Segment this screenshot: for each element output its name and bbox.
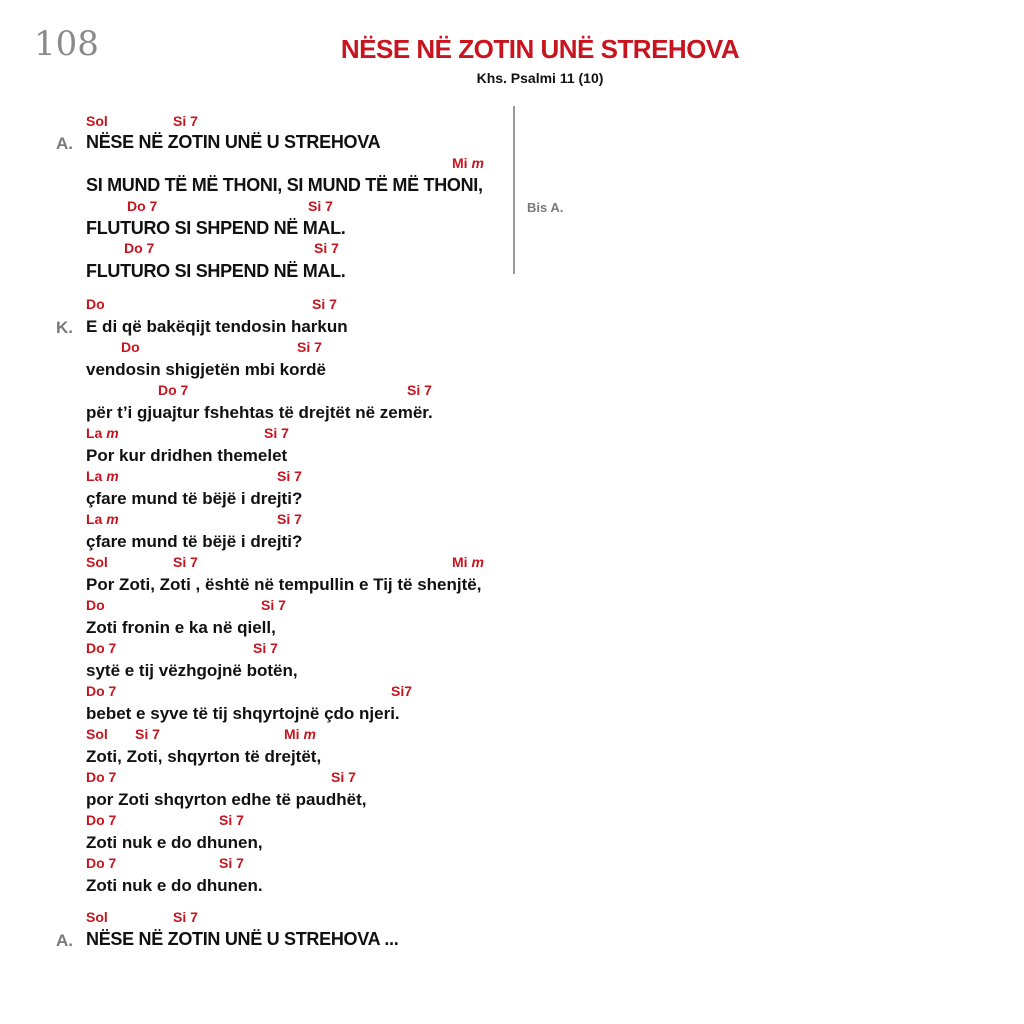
section-marker-a-return: A.	[56, 931, 73, 950]
bis-label: Bis A.	[527, 200, 564, 215]
repeat-bracket-line	[513, 106, 515, 274]
chord-label: Si7	[391, 683, 413, 699]
section-marker-k: K.	[56, 318, 73, 337]
chord-label: Sol	[86, 726, 108, 742]
song-subtitle: Khs. Psalmi 11 (10)	[476, 70, 604, 86]
chord-label: Si 7	[173, 113, 198, 129]
chord-label: Si 7	[277, 468, 302, 484]
chord-label: Do 7	[124, 240, 155, 256]
chord-label: Sol	[86, 554, 108, 570]
chord-label: Mi m	[452, 155, 484, 171]
chord-label: Do 7	[86, 769, 117, 785]
lyric-line: bebet e syve të tij shqyrtojnë çdo njeri.	[86, 704, 400, 723]
lyric-line: vendosin shigjetën mbi kordë	[86, 360, 326, 379]
lyric-line: por Zoti shqyrton edhe të paudhët,	[86, 790, 367, 809]
chord-label: Si 7	[173, 554, 198, 570]
lyric-line: E di që bakëqijt tendosin harkun	[86, 317, 348, 336]
section-marker-a: A.	[56, 134, 73, 153]
chord-label: Do 7	[86, 855, 117, 871]
chord-label: Mi m	[452, 554, 484, 570]
page-number: 108	[34, 24, 99, 64]
chord-label: Si 7	[173, 909, 198, 925]
chord-label: Si 7	[297, 339, 322, 355]
chord-label: Do	[86, 597, 105, 613]
lyric-line: NËSE NË ZOTIN UNË U STREHOVA ...	[86, 929, 399, 949]
song-title: NËSE NË ZOTIN UNË STREHOVA	[340, 34, 740, 64]
chord-label: Si 7	[253, 640, 278, 656]
chord-label: Do	[86, 296, 105, 312]
chord-label: Do 7	[158, 382, 189, 398]
chord-label: La m	[86, 511, 119, 527]
chord-label: Si 7	[219, 812, 244, 828]
chord-label: Si 7	[407, 382, 432, 398]
lyric-line: Zoti nuk e do dhunen.	[86, 876, 263, 895]
chord-label: Si 7	[314, 240, 339, 256]
chord-label: Do	[121, 339, 140, 355]
chord-label: Si 7	[135, 726, 160, 742]
chord-label: La m	[86, 425, 119, 441]
chord-label: La m	[86, 468, 119, 484]
chord-label: Do 7	[86, 683, 117, 699]
lyric-line: sytë e tij vëzhgojnë botën,	[86, 661, 298, 680]
lyric-line: për t’i gjuajtur fshehtas të drejtët në zemër.	[86, 403, 433, 422]
chord-label: Sol	[86, 113, 108, 129]
chord-label: Si 7	[261, 597, 286, 613]
chord-label: Do 7	[86, 640, 117, 656]
lyric-line: çfare mund të bëjë i drejti?	[86, 489, 303, 508]
lyric-line: Zoti, Zoti, shqyrton të drejtët,	[86, 747, 322, 766]
lyric-line: Por kur dridhen themelet	[86, 446, 288, 465]
chord-label: Si 7	[308, 198, 333, 214]
lyric-line: Zoti nuk e do dhunen,	[86, 833, 263, 852]
lyric-line: Por Zoti, Zoti , është në tempullin e Tij të shenjtë,	[86, 575, 482, 594]
chord-label: Do 7	[86, 812, 117, 828]
lyric-line: çfare mund të bëjë i drejti?	[86, 532, 303, 551]
lyric-line: FLUTURO SI SHPEND NË MAL.	[86, 261, 346, 281]
chord-label: Mi m	[284, 726, 316, 742]
chord-label: Si 7	[264, 425, 289, 441]
lyric-line: SI MUND TË MË THONI, SI MUND TË MË THONI,	[86, 175, 483, 195]
chord-label: Si 7	[277, 511, 302, 527]
lyric-line: Zoti fronin e ka në qiell,	[86, 618, 276, 637]
chord-label: Si 7	[312, 296, 337, 312]
chord-label: Si 7	[331, 769, 356, 785]
lyric-line: NËSE NË ZOTIN UNË U STREHOVA	[86, 132, 381, 152]
chord-label: Sol	[86, 909, 108, 925]
chord-label: Do 7	[127, 198, 158, 214]
chord-label: Si 7	[219, 855, 244, 871]
lyric-line: FLUTURO SI SHPEND NË MAL.	[86, 218, 346, 238]
